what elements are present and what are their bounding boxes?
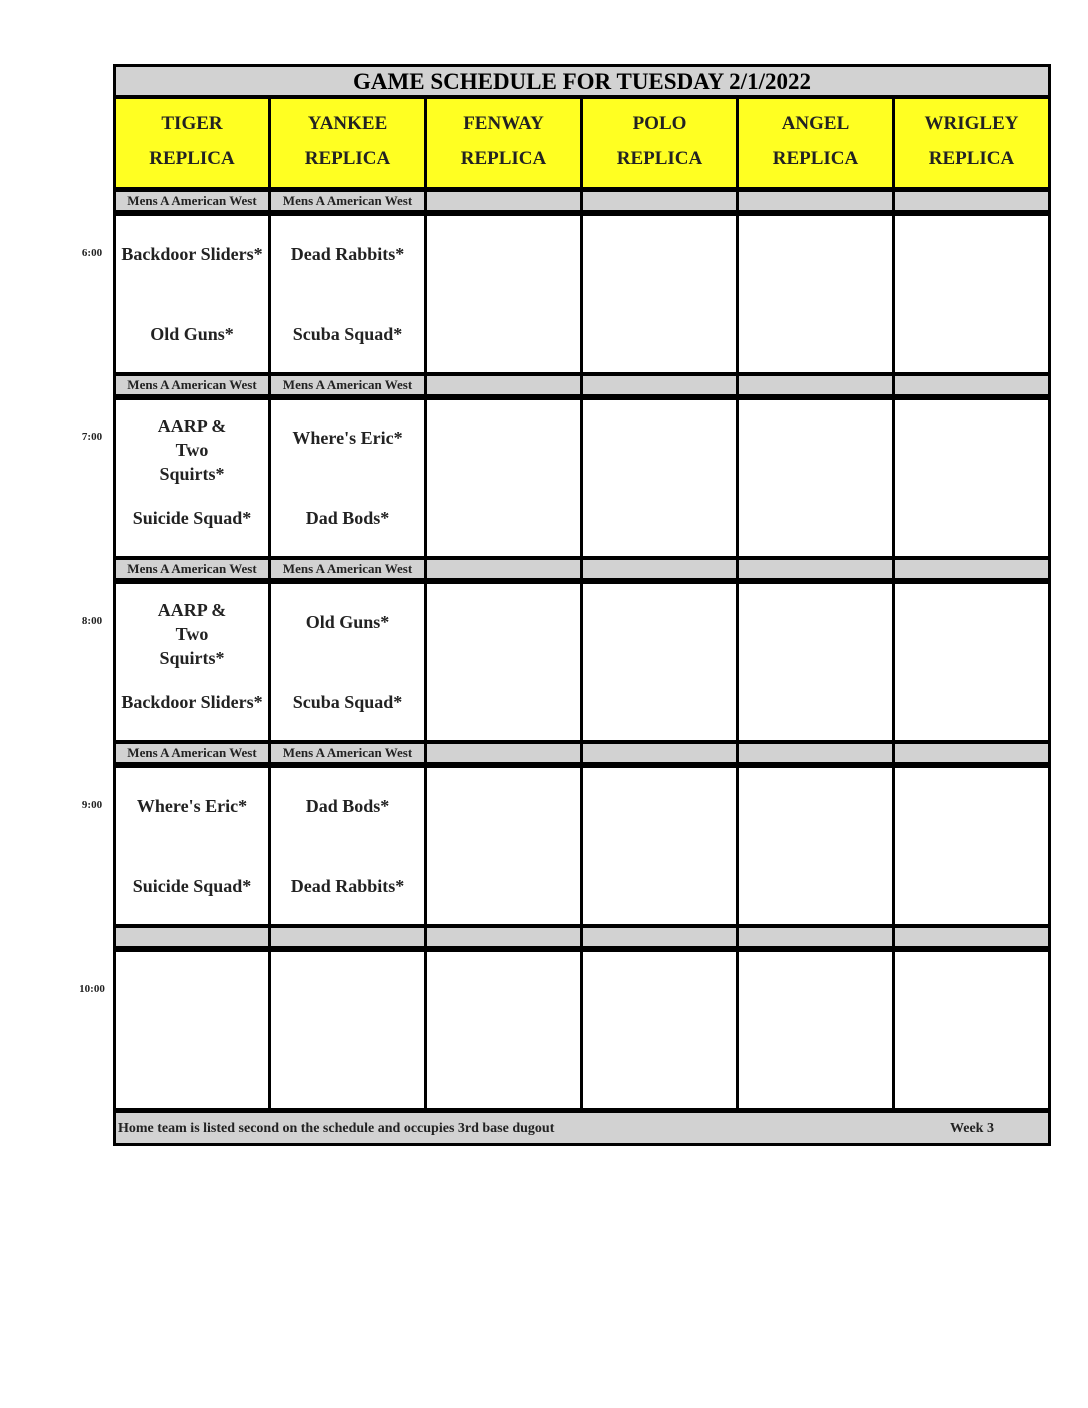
division-label: Mens A American West [268,557,427,581]
division-label [580,373,739,397]
game-cell [268,213,427,375]
field-type: REPLICA [616,148,703,169]
game-cell [736,213,895,375]
home-team: Scuba Squad* [292,692,403,712]
time-label: 7:00 [81,431,103,443]
division-label [580,925,739,949]
game-cell [580,397,739,559]
division-label [580,189,739,213]
division-label [424,741,583,765]
division-label [892,741,1051,765]
field-name: WRIGLEY [924,113,1019,134]
division-label [892,373,1051,397]
division-label [580,557,739,581]
time-label: 9:00 [81,799,103,811]
game-cell [736,397,895,559]
game-cell [892,397,1051,559]
footer-note: Home team is listed second on the schedule and occupies 3rd base dugout [118,1121,555,1136]
home-team: Suicide Squad* [132,508,252,528]
schedule-footer [113,1110,1051,1146]
field-name: POLO [632,113,687,134]
division-label [736,557,895,581]
field-name: ANGEL [781,113,850,134]
division-label: Mens A American West [268,373,427,397]
game-cell [892,765,1051,927]
game-cell [113,397,271,559]
home-team: Suicide Squad* [132,876,252,896]
division-label [736,741,895,765]
field-type: REPLICA [304,148,391,169]
division-label [268,925,427,949]
field-type: REPLICA [460,148,547,169]
game-cell [736,581,895,743]
game-cell [580,581,739,743]
division-label: Mens A American West [113,189,271,213]
game-cell [113,213,271,375]
week-label: Week 3 [950,1121,994,1136]
game-cell [892,949,1051,1111]
away-team: Where's Eric* [136,796,248,816]
game-cell [113,581,271,743]
division-label: Mens A American West [268,189,427,213]
field-name: FENWAY [463,113,544,134]
division-label [892,557,1051,581]
away-team: Old Guns* [305,612,390,632]
away-team: AARP & Two Squirts* [157,600,227,668]
home-team: Backdoor Sliders* [121,692,263,712]
home-team: Dead Rabbits* [290,876,405,896]
division-label [892,925,1051,949]
game-cell [580,213,739,375]
time-label: 6:00 [81,247,103,259]
game-cell [736,949,895,1111]
field-type: REPLICA [928,148,1015,169]
away-team: Dad Bods* [305,796,390,816]
game-cell [580,765,739,927]
division-label [424,925,583,949]
field-header-tiger [113,96,271,190]
time-label: 8:00 [81,615,103,627]
division-label [424,557,583,581]
game-cell [424,581,583,743]
field-header-wrigley [892,96,1051,190]
game-cell [736,765,895,927]
game-cell [268,765,427,927]
game-cell [424,213,583,375]
field-header-fenway [424,96,583,190]
game-cell [424,765,583,927]
game-cell [268,581,427,743]
division-label: Mens A American West [113,373,271,397]
field-type: REPLICA [149,148,235,169]
game-cell [113,949,271,1111]
away-team: Where's Eric* [292,428,403,448]
division-label: Mens A American West [113,741,271,765]
game-cell [268,397,427,559]
division-label [736,925,895,949]
division-label: Mens A American West [268,741,427,765]
division-label: Mens A American West [113,557,271,581]
game-cell [892,213,1051,375]
game-cell [892,581,1051,743]
field-header-polo [580,96,739,190]
game-cell [580,949,739,1111]
away-team: AARP & Two Squirts* [157,416,227,484]
division-label [113,925,271,949]
field-header-yankee [268,96,427,190]
field-header-angel [736,96,895,190]
away-team: Backdoor Sliders* [121,244,263,264]
game-cell [268,949,427,1111]
home-team: Dad Bods* [305,508,390,528]
away-team: Dead Rabbits* [290,244,405,264]
field-type: REPLICA [772,148,859,169]
game-cell [424,397,583,559]
division-label [892,189,1051,213]
division-label [424,373,583,397]
field-name: YANKEE [307,113,388,134]
division-label [424,189,583,213]
division-label [736,189,895,213]
division-label [736,373,895,397]
time-label: 10:00 [79,983,105,995]
schedule-title: GAME SCHEDULE FOR TUESDAY 2/1/2022 [113,64,1051,98]
home-team: Old Guns* [150,324,234,344]
game-cell [424,949,583,1111]
home-team: Scuba Squad* [292,324,403,344]
game-cell [113,765,271,927]
division-label [580,741,739,765]
field-name: TIGER [161,113,223,134]
